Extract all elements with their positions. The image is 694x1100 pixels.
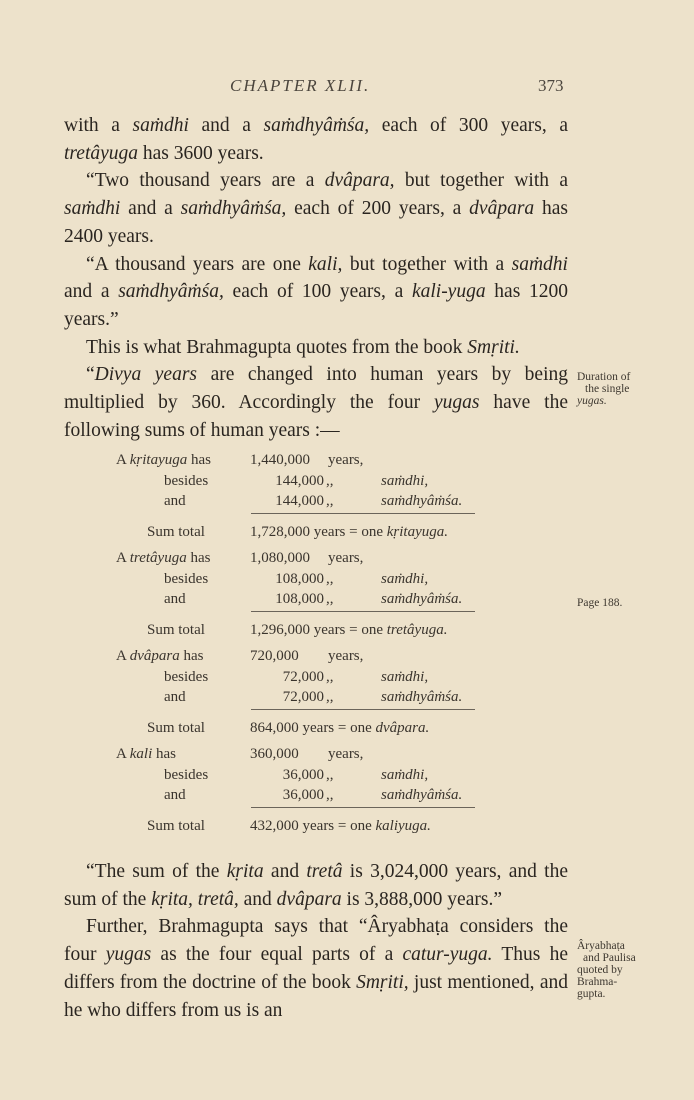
margin-note-line: quoted by: [577, 964, 623, 976]
margin-note-aryabhata: [577, 940, 636, 1000]
sum-row: [0, 720, 694, 740]
row-label: and: [164, 689, 186, 705]
row-name: saṁdhyâṁśa.: [381, 787, 463, 803]
text-run: but together with a: [394, 170, 568, 192]
text-run: Further, Brahmagupta says that “Âryabhaṭa considers the four: [64, 916, 568, 966]
body-text-top: [64, 112, 568, 444]
table-row: [0, 591, 694, 611]
italic-term: saṁdhi: [511, 253, 568, 275]
row-unit: years,: [328, 648, 364, 664]
row-name: saṁdhi,: [381, 668, 429, 685]
italic-term: yugas: [105, 944, 152, 966]
sum-label: Sum total: [147, 720, 205, 736]
text-run: each of 200 years, a: [286, 198, 470, 220]
yuga-name: dvâpara.: [375, 720, 430, 736]
yuga-name: kaliyuga.: [375, 818, 431, 834]
text-run: This is what Brahmagupta quotes from the book: [86, 336, 468, 358]
row-value: 72,000: [282, 689, 324, 705]
row-unit: ,,: [326, 787, 334, 803]
row-unit: years,: [328, 452, 364, 468]
yuga-name: tretâyuga: [129, 550, 187, 566]
sum-value: 1,728,000 years = one kṛitayuga.: [250, 524, 449, 540]
paragraph-sums: [64, 858, 568, 913]
text-run: “Two thousand years are a: [86, 170, 325, 192]
table-row: [0, 493, 694, 513]
table-row: [0, 648, 694, 668]
row-label: A tretâyuga has: [116, 550, 211, 566]
italic-term: dvâpara: [469, 198, 535, 220]
italic-term: tretâyuga: [64, 142, 139, 164]
yuga-name: tretâyuga.: [386, 622, 448, 638]
running-head: [0, 76, 694, 98]
margin-note-line: Brahma-: [577, 976, 618, 988]
sum-rule: [251, 709, 475, 710]
row-unit: years,: [328, 746, 364, 762]
italic-term: kṛita, tretâ,: [151, 888, 239, 910]
text-run: as the four equal parts of a: [151, 944, 403, 966]
sum-label: Sum total: [147, 524, 205, 540]
row-unit: ,,: [326, 493, 334, 509]
text-run: and a: [120, 198, 181, 220]
text-run: are changed into human years by being multiplied by 360. Accordingly the four: [64, 364, 568, 414]
row-value: 108,000: [275, 591, 324, 607]
italic-term: saṁdhyâṁśa,: [180, 198, 287, 220]
text-run: each of 300 years, a: [369, 115, 569, 136]
italic-term: Smṛiti.: [467, 336, 520, 358]
row-value: 144,000: [275, 472, 324, 489]
table-row: [0, 669, 694, 689]
chapter-title: CHAPTER XLII.: [230, 76, 371, 95]
row-name: saṁdhi,: [381, 766, 429, 783]
table-row: [0, 452, 694, 472]
yuga-name: kṛitayuga.: [386, 524, 449, 540]
row-label: A kṛitayuga has: [116, 452, 212, 468]
text-run: with a: [64, 115, 133, 136]
paragraph-kali: [64, 251, 568, 334]
table-row: [0, 746, 694, 766]
sum-row: [0, 818, 694, 838]
table-row: [0, 473, 694, 493]
text-run: and a: [64, 281, 119, 303]
italic-term: kali,: [308, 253, 343, 275]
text-run: “The sum of the: [86, 861, 227, 882]
italic-term: Divya years: [94, 364, 198, 386]
paragraph-aryabhata: [64, 913, 568, 1024]
paragraph-dvapara: [64, 167, 568, 250]
page-number: 373: [538, 76, 564, 95]
yuga-name: kṛitayuga: [129, 452, 188, 468]
text-run: but together with a: [342, 253, 512, 275]
text-run: each of 100 years, a: [223, 281, 412, 303]
italic-term: saṁdhyâṁśa,: [263, 115, 370, 136]
text-run: and a: [188, 115, 264, 136]
margin-note-line: and Paulisa: [583, 952, 636, 964]
text-run: is 3,024,000 years, and the sum of the: [64, 861, 568, 910]
text-run: and: [238, 888, 277, 910]
text-run: “A thousand years are one: [86, 253, 309, 275]
italic-term: kali-yuga: [411, 281, 486, 303]
row-label: and: [164, 591, 186, 607]
italic-term: saṁdhi: [132, 115, 189, 136]
margin-note-duration: [577, 371, 630, 407]
italic-term: tretâ: [306, 861, 343, 882]
italic-term: yugas: [434, 392, 480, 414]
row-label: A kali has: [116, 746, 177, 762]
text-run: has 3600 years.: [138, 142, 264, 164]
italic-term: saṁdhi: [64, 198, 121, 220]
sum-label: Sum total: [147, 622, 205, 638]
row-value: 1,440,000: [250, 452, 310, 468]
italic-term: saṁdhyâṁśa,: [118, 281, 224, 303]
row-value: 720,000: [250, 648, 299, 664]
body-text-bottom: [64, 858, 568, 1024]
margin-note-line: gupta.: [577, 988, 606, 1000]
row-value: 36,000: [282, 766, 324, 783]
text-run: is 3,888,000 years.”: [341, 888, 502, 910]
paragraph-brahmagupta-quote: [64, 334, 568, 362]
paragraph-tretayuga: [64, 112, 568, 167]
row-name: saṁdhi,: [381, 570, 429, 587]
row-unit: ,,: [326, 472, 334, 489]
text-run: has 2400 years.: [64, 198, 568, 247]
row-label: A dvâpara has: [116, 648, 204, 664]
sum-label: Sum total: [147, 818, 205, 834]
sum-rule: [251, 807, 475, 808]
table-row: [0, 767, 694, 787]
margin-note-line: Âryabhaṭa: [577, 940, 625, 952]
text-run: “: [86, 364, 95, 386]
italic-term: catur-yuga.: [402, 944, 493, 966]
italic-term: Smṛiti,: [356, 971, 409, 993]
sum-rule: [251, 611, 475, 612]
row-label: besides: [164, 668, 209, 685]
sum-row: [0, 622, 694, 642]
margin-note-page-ref: Page 188.: [577, 597, 623, 609]
margin-note-line: Duration of: [577, 371, 631, 383]
text-run: Thus he differs from the doctrine of the book: [64, 944, 568, 993]
row-name: saṁdhyâṁśa.: [381, 493, 463, 509]
row-unit: ,,: [326, 570, 334, 587]
row-unit: years,: [328, 550, 364, 566]
row-label: besides: [164, 570, 209, 587]
table-row: [0, 571, 694, 591]
sum-value: 432,000 years = one kaliyuga.: [250, 818, 431, 834]
table-row: [0, 787, 694, 807]
row-value: 1,080,000: [250, 550, 310, 566]
row-name: saṁdhyâṁśa.: [381, 689, 463, 705]
row-value: 108,000: [275, 570, 324, 587]
row-value: 72,000: [282, 668, 324, 685]
margin-note-line: the single: [585, 383, 630, 395]
text-run: just mentioned, and he who differs from us is an: [64, 971, 568, 1021]
paragraph-divya-years: [64, 361, 568, 444]
row-unit: ,,: [326, 766, 334, 783]
text-run: have the following sums of human years :—: [64, 392, 568, 441]
text-run: and: [263, 861, 307, 882]
sum-rule: [251, 513, 475, 514]
row-name: saṁdhi,: [381, 472, 429, 489]
yuga-name: dvâpara: [129, 648, 180, 664]
row-label: besides: [164, 472, 209, 489]
table-row: [0, 550, 694, 570]
italic-term: kṛita: [226, 861, 264, 882]
row-unit: ,,: [326, 689, 334, 705]
sum-value: 864,000 years = one dvâpara.: [250, 720, 430, 736]
row-label: and: [164, 787, 186, 803]
sum-value: 1,296,000 years = one tretâyuga.: [250, 622, 448, 638]
row-label: besides: [164, 766, 209, 783]
row-unit: ,,: [326, 668, 334, 685]
italic-term: dvâpara,: [324, 170, 395, 192]
sum-row: [0, 524, 694, 544]
row-value: 36,000: [282, 787, 324, 803]
row-value: 360,000: [250, 746, 299, 762]
row-label: and: [164, 493, 186, 509]
row-value: 144,000: [275, 493, 324, 509]
italic-term: dvâpara: [276, 888, 342, 910]
text-run: has 1200 years.”: [64, 281, 568, 330]
yuga-name: kali: [129, 746, 153, 762]
table-row: [0, 689, 694, 709]
row-name: saṁdhyâṁśa.: [381, 591, 463, 607]
row-unit: ,,: [326, 591, 334, 607]
margin-note-line: yugas.: [577, 395, 607, 407]
